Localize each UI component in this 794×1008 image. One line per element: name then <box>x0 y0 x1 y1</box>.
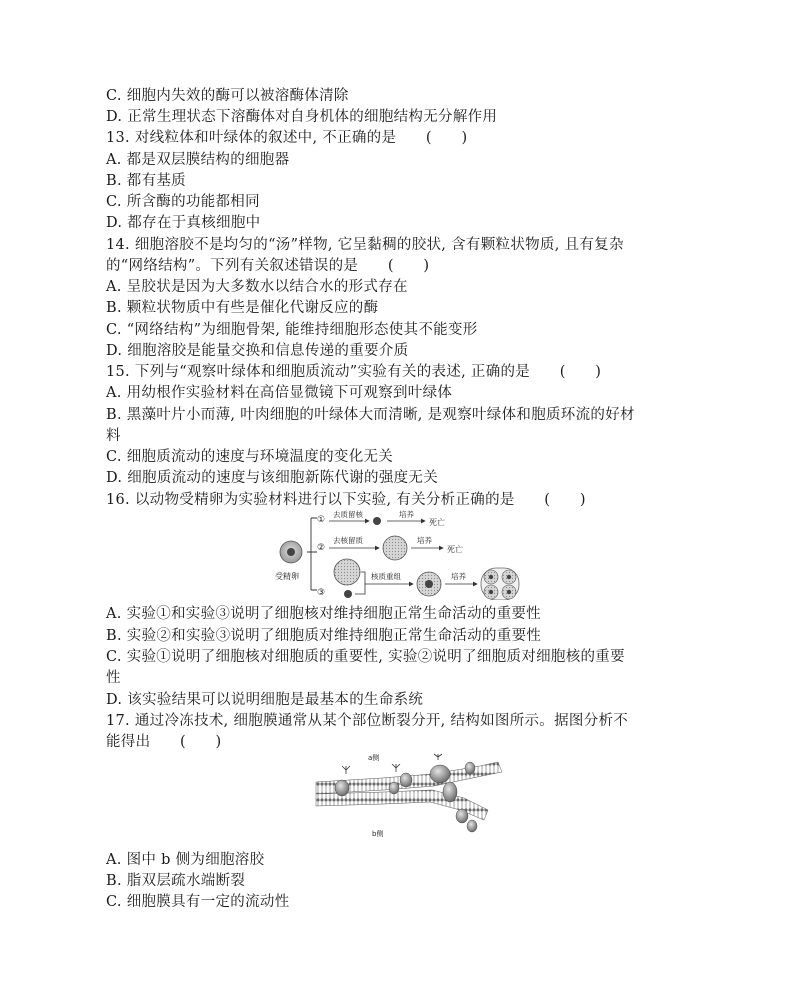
option-17a: A. 图中 b 侧为细胞溶胶 <box>106 852 265 868</box>
option-13b: B. 都有基质 <box>106 173 186 189</box>
option-14d: D. 细胞溶胶是能量交换和信息传递的重要介质 <box>106 343 409 359</box>
option-13a: A. 都是双层膜结构的细胞器 <box>106 152 290 168</box>
experiment-3-number: ③ <box>317 588 326 598</box>
question-13-stem: 13. 对线粒体和叶绿体的叙述中, 不正确的是 ( ) <box>106 130 468 146</box>
option-13d: D. 都存在于真核细胞中 <box>106 215 261 231</box>
cytoplasm-only-icon <box>383 536 407 560</box>
branch-bracket <box>307 518 317 590</box>
question-16-stem: 16. 以动物受精卵为实验材料进行以下实验, 有关分析正确的是 ( ) <box>106 492 586 508</box>
culture-2-label: 培养 <box>417 536 432 545</box>
question-14-stem-line1: 14. 细胞溶胶不是均匀的“汤”样物, 它呈黏稠的胶状, 含有颗粒状物质, 且有复杂 <box>106 237 624 253</box>
result-2-label: 死亡 <box>447 545 463 554</box>
question-15-stem: 15. 下列与“观察叶绿体和细胞质流动”实验有关的表述, 正确的是 ( ) <box>106 364 602 380</box>
step-3-label: 核质重组 <box>371 572 401 581</box>
option-15c: C. 细胞质流动的速度与环境温度的变化无关 <box>106 449 394 465</box>
recombined-cell-icon <box>417 572 441 596</box>
result-1-label: 死亡 <box>429 518 445 527</box>
option-15d: D. 细胞质流动的速度与该细胞新陈代谢的强度无关 <box>106 470 439 486</box>
side-a-label: a侧 <box>368 754 380 762</box>
figure-16-diagram <box>265 508 535 600</box>
question-17-stem-line1: 17. 通过冷冻技术, 细胞膜通常从某个部位断裂分开, 结构如图所示。据图分析不 <box>106 713 629 729</box>
question-17-stem-line2: 能得出 ( ) <box>106 734 222 750</box>
recombined-parts-icon <box>334 559 360 598</box>
figure-17-membrane-diagram <box>312 752 508 848</box>
option-17b: B. 脂双层疏水端断裂 <box>106 873 246 889</box>
option-16a: A. 实验①和实验③说明了细胞核对维持细胞正常生命活动的重要性 <box>106 606 541 622</box>
culture-3-label: 培养 <box>451 572 466 581</box>
culture-1-label: 培养 <box>399 510 414 519</box>
experiment-1-number: ① <box>317 515 326 525</box>
egg-cell-icon <box>280 541 302 563</box>
option-14c: C. “网络结构”为细胞骨架, 能维持细胞形态使其不能变形 <box>106 322 478 338</box>
option-14b: B. 颗粒状物质中有些是催化代谢反应的酶 <box>106 300 379 316</box>
nucleus-only-icon <box>373 517 381 525</box>
side-b-label: b侧 <box>372 830 384 838</box>
option-16d: D. 该实验结果可以说明细胞是最基本的生命系统 <box>106 692 424 708</box>
egg-label: 受精卵 <box>275 572 299 581</box>
question-14-stem-line2: 的“网络结构”。下列有关叙述错误的是 ( ) <box>106 258 430 274</box>
option-16c-line2: 性 <box>106 670 121 686</box>
option-12c: C. 细胞内失效的酶可以被溶酶体清除 <box>106 88 349 104</box>
dividing-cells-icon <box>481 568 519 600</box>
option-14a: A. 呈胶状是因为大多数水以结合水的形式存在 <box>106 279 408 295</box>
option-13c: C. 所含酶的功能都相同 <box>106 194 260 210</box>
option-16c-line1: C. 实验①说明了细胞核对细胞质的重要性, 实验②说明了细胞质对细胞核的重要 <box>106 649 625 665</box>
option-15b-line1: B. 黑藻叶片小而薄, 叶肉细胞的叶绿体大而清晰, 是观察叶绿体和胞质环流的好材 <box>106 407 635 423</box>
experiment-2-number: ② <box>317 543 326 553</box>
option-12d: D. 正常生理状态下溶酶体对自身机体的细胞结构无分解作用 <box>106 109 498 125</box>
option-15a: A. 用幼根作实验材料在高倍显微镜下可观察到叶绿体 <box>106 385 453 401</box>
step-2-label: 去核留质 <box>333 536 363 545</box>
option-15b-line2: 料 <box>106 428 121 444</box>
glycoprotein-icon <box>342 754 442 774</box>
option-17c: C. 细胞膜具有一定的流动性 <box>106 894 290 910</box>
step-1-label: 去质留核 <box>333 510 363 519</box>
option-16b: B. 实验②和实验③说明了细胞质对维持细胞正常生命活动的重要性 <box>106 628 542 644</box>
